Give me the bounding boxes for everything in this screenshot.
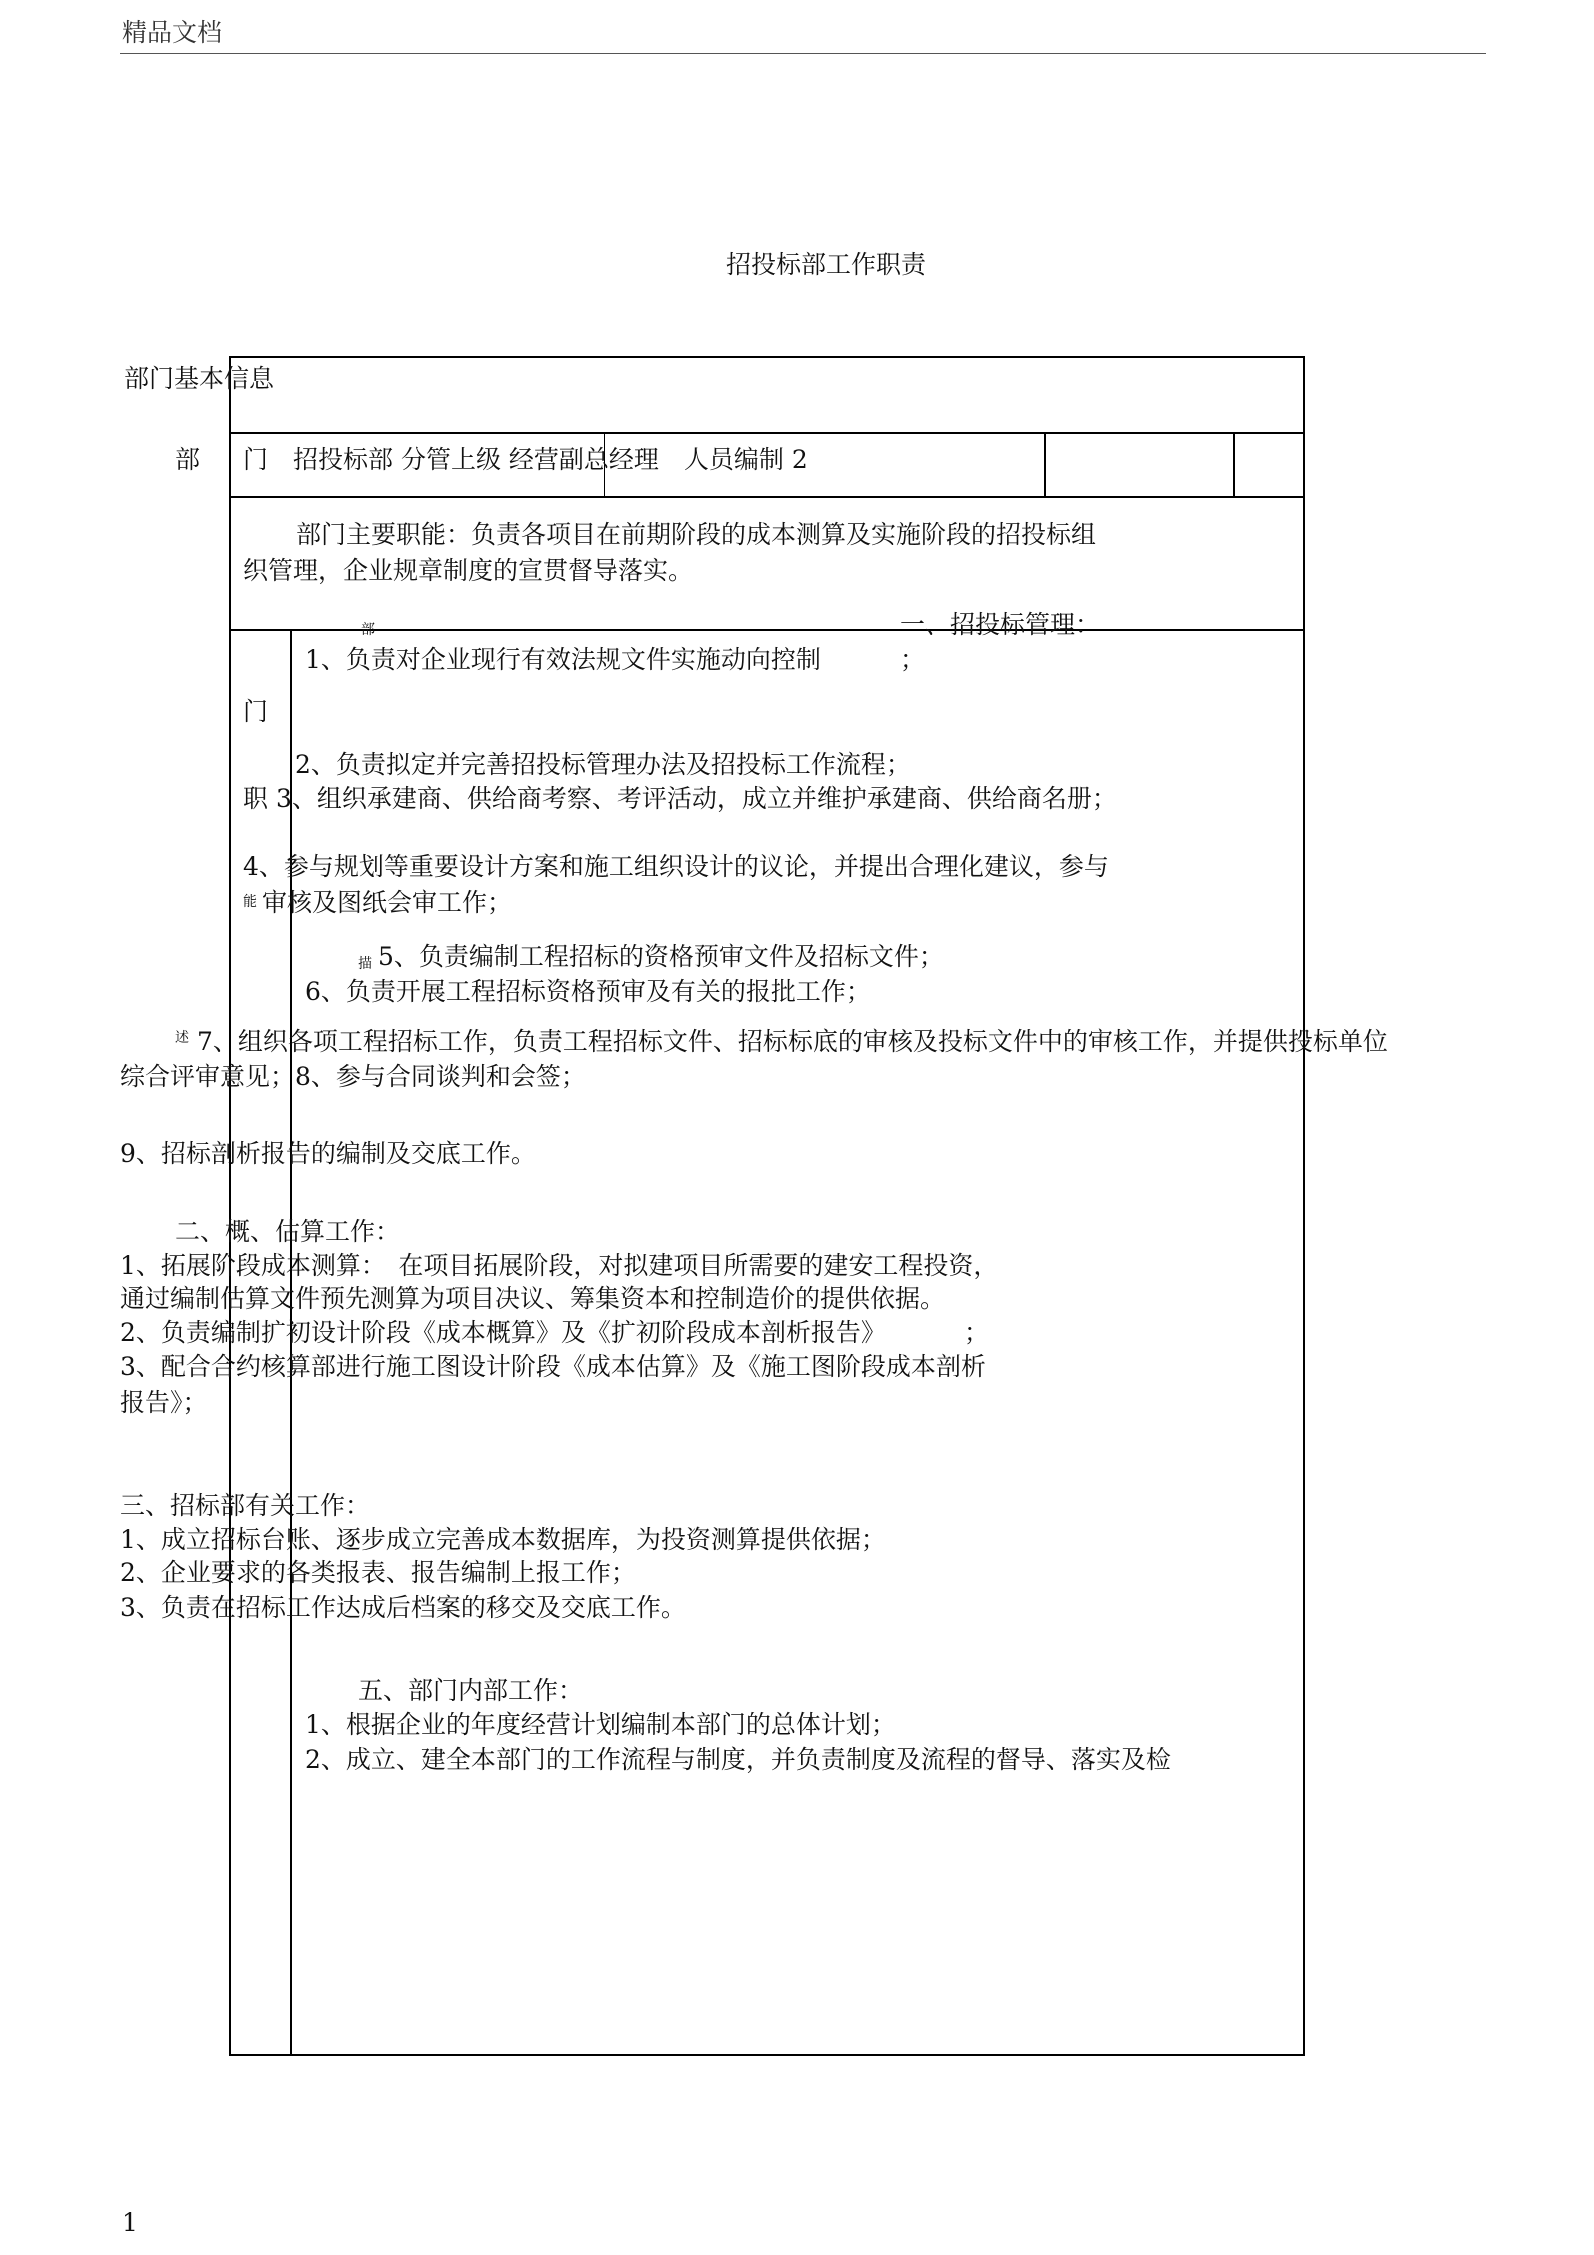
dept-info-row: 门 招投标部 分管上级 经营副总经理 人员编制 2: [243, 445, 808, 474]
section1-item9: 9、招标剖析报告的编制及交底工作。: [120, 1139, 536, 1168]
section5-heading: 五、部门内部工作：: [358, 1676, 584, 1705]
section3-item3: 3、负责在招标工作达成后档案的移交及交底工作。: [120, 1593, 686, 1622]
section3-item2: 2、企业要求的各类报表、报告编制上报工作；: [120, 1558, 636, 1587]
section5-item2: 2、成立、建全本部门的工作流程与制度，并负责制度及流程的督导、落实及检: [305, 1745, 1171, 1774]
section2-item3-line2: 报告》；: [120, 1388, 208, 1417]
section1-item7-line2: 综合评审意见；8、参与合同谈判和会签；: [120, 1062, 586, 1091]
section1-item7-line1: 7、组织各项工程招标工作，负责工程招标文件、招标标底的审核及投标文件中的审核工作，并提供投标单位: [197, 1027, 1388, 1056]
side-label-bu: 部: [361, 622, 375, 638]
section2-item1-line1: 1、拓展阶段成本测算： 在项目拓展阶段，对拟建项目所需要的建安工程投资，: [120, 1251, 999, 1280]
main-function-line1: 部门主要职能：负责各项目在前期阶段的成本测算及实施阶段的招投标组: [296, 520, 1097, 549]
page-number: 1: [122, 2208, 138, 2237]
section1-item4-line1: 4、参与规划等重要设计方案和施工组织设计的议论，并提出合理化建议，参与: [243, 852, 1109, 881]
section2-heading: 二、概、估算工作：: [175, 1217, 401, 1246]
section1-item1-end: ；: [900, 645, 926, 674]
section-label: 部门基本信息: [124, 364, 275, 393]
section1-item3: 职 3、组织承建商、供给商考察、考评活动，成立并维护承建商、供给商名册；: [243, 784, 1117, 813]
section2-item2-end: ；: [964, 1318, 990, 1347]
page-title: 招投标部工作职责: [726, 250, 927, 279]
side-label-neng: 能: [243, 894, 257, 910]
section2-item2: 2、负责编制扩初设计阶段《成本概算》及《扩初阶段成本剖析报告》: [120, 1318, 886, 1347]
section2-item3-line1: 3、配合合约核算部进行施工图设计阶段《成本估算》及《施工图阶段成本剖析: [120, 1352, 986, 1381]
section1-heading: 一、招投标管理：: [900, 610, 1101, 639]
section1-item5: 5、负责编制工程招标的资格预审文件及招标文件；: [378, 942, 944, 971]
section3-item1: 1、成立招标台账、逐步成立完善成本数据库，为投资测算提供依据；: [120, 1525, 886, 1554]
main-function-line2: 织管理，企业规章制度的宣贯督导落实。: [243, 556, 694, 585]
section1-item6: 6、负责开展工程招标资格预审及有关的报批工作；: [305, 977, 871, 1006]
side-label-men: 门: [243, 697, 269, 726]
side-label-miao: 描: [358, 956, 372, 972]
section1-item1: 1、负责对企业现行有效法规文件实施动向控制: [305, 645, 821, 674]
section3-heading: 三、招标部有关工作：: [120, 1491, 371, 1520]
dept-label-bu: 部: [175, 445, 201, 474]
section1-item4-line2: 审核及图纸会审工作；: [262, 888, 513, 917]
section1-item2: 2、负责拟定并完善招投标管理办法及招投标工作流程；: [295, 750, 911, 779]
section2-item1-line2: 通过编制估算文件预先测算为项目决议、筹集资本和控制造价的提供依据。: [120, 1284, 946, 1313]
side-label-shu: 述: [175, 1030, 189, 1046]
header-label: 精品文档: [122, 18, 223, 47]
header-rule: [120, 53, 1486, 54]
section5-item1: 1、根据企业的年度经营计划编制本部门的总体计划；: [305, 1710, 896, 1739]
